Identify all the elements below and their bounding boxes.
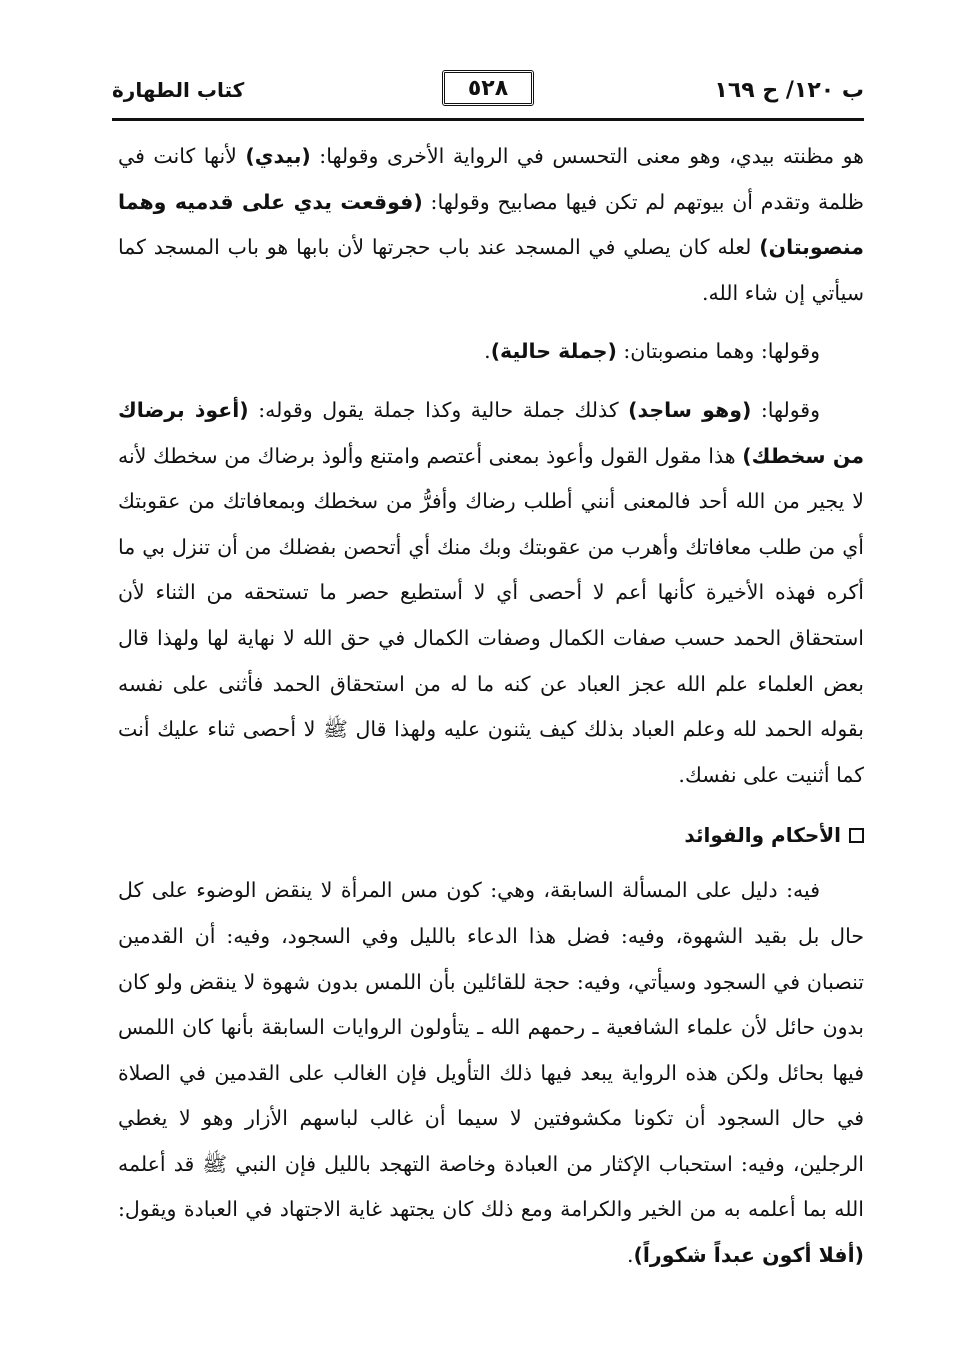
- text-run: كذلك جملة حالية وكذا جملة يقول وقوله:: [248, 397, 629, 422]
- text-run: .: [627, 1243, 634, 1268]
- paragraph-1: [118, 134, 864, 316]
- text-run: .: [484, 339, 491, 364]
- bold-quote: (أعوذ برضاك من سخطك): [118, 397, 865, 468]
- page-number: ٥٢٨: [442, 70, 534, 106]
- paragraph-3: [118, 388, 864, 798]
- bold-quote: (بيدي): [245, 144, 311, 168]
- paragraph-2: [118, 329, 864, 375]
- text-run: هو مظنته بيدي، وهو معنى التحسس في الرواية الأخرى وقولها:: [310, 144, 864, 168]
- book-title: كتاب الطهارة: [112, 78, 245, 102]
- bold-quote: (أفلا أكون عبداً شكوراً): [633, 1243, 864, 1268]
- page-body: [118, 134, 864, 1279]
- paragraph-4: [118, 868, 864, 1278]
- hadith-reference: ب ١٢٠/ ح ١٦٩: [714, 78, 864, 103]
- bold-quote: (جملة حالية): [490, 339, 617, 364]
- section-heading-text: الأحكام والفوائد: [684, 823, 841, 848]
- text-run: لأنها كانت في ظلمة وتقدم أن بيوتهم لم تكن فيها مصابيح وقولها:: [118, 144, 864, 214]
- bold-quote: (فوقعت يدي على قدميه وهما منصوبتان): [118, 189, 864, 260]
- text-run: فيه: دليل على المسألة السابقة، وهي: كون مس المرأة لا ينقض الوضوء على كل حال بل بقيد الشهوة، وفيه: فضل هذا الدعاء بالليل وفي السجود، وفيه: أن القدمين تنصبان في السجود وسيأتي، وفيه: حجة للقائلين بأن اللمس بدون شهوة لا ينقض ولو كان بدون حائل لأن علماء الشافعية ـ رحمهم الله ـ يتأولون الروايات السابقة بأنها كان اللمس فيها بحائل ولكن هذه الرواية يبعد فيها ذلك التأويل فإن الغالب على القدمين في الصلاة في حال السجود أن تكونا مكشوفتين لا سيما أن غالب لباسهم الأزار وهو لا يغطي الرجلين، وفيه: استحباب الإكثار من العبادة وخاصة التهجد بالليل فإن النبي ﷺ قد أعلمه الله بما أعلمه به من الخير والكرامة ومع ذلك كان يجتهد غاية الاجتهاد في العبادة ويقول:: [118, 878, 864, 1222]
- header-divider: [112, 118, 864, 121]
- page-header: [112, 70, 864, 116]
- bold-quote: (وهو ساجد): [628, 397, 752, 422]
- text-run: هذا مقول القول وأعوذ بمعنى أعتصم وامتنع وألوذ برضاك من سخطك لأنه لا يجير من الله أحد فالمعنى أنني أطلب رضاك وأفرُّ من سخطك وبمعافاتك من عقوبتك أي من طلب معافاتك وأهرب من عقوبتك وبك منك أي أتحصن بفضلك من أن تنزل بي ما أكره فهذه الأخيرة كأنها أعم لا أحصى أي لا أستطيع حصر ما تستحقه من الثناء لأن استحقاق الحمد حسب صفات الكمال وصفات الكمال في حق الله لا نهاية لها ولهذا قال بعض العلماء علم الله عجز العباد عن كنه ما له من استحقاق الحمد فأثنى على نفسه بقوله الحمد لله وعلم العباد بذلك كيف يثنون عليه ولهذا قال ﷺ لا أحصى ثناء عليك أنت كما أثنيت على نفسك.: [118, 443, 864, 787]
- text-run: وقولها: وهما منصوبتان:: [616, 339, 820, 364]
- text-run: لعله كان يصلي في المسجد عند باب حجرتها لأن بابها هو باب المسجد كما سيأتي إن شاء الله.: [118, 235, 864, 305]
- text-run: وقولها:: [751, 397, 820, 422]
- section-heading: [118, 820, 864, 850]
- square-icon: [849, 828, 864, 843]
